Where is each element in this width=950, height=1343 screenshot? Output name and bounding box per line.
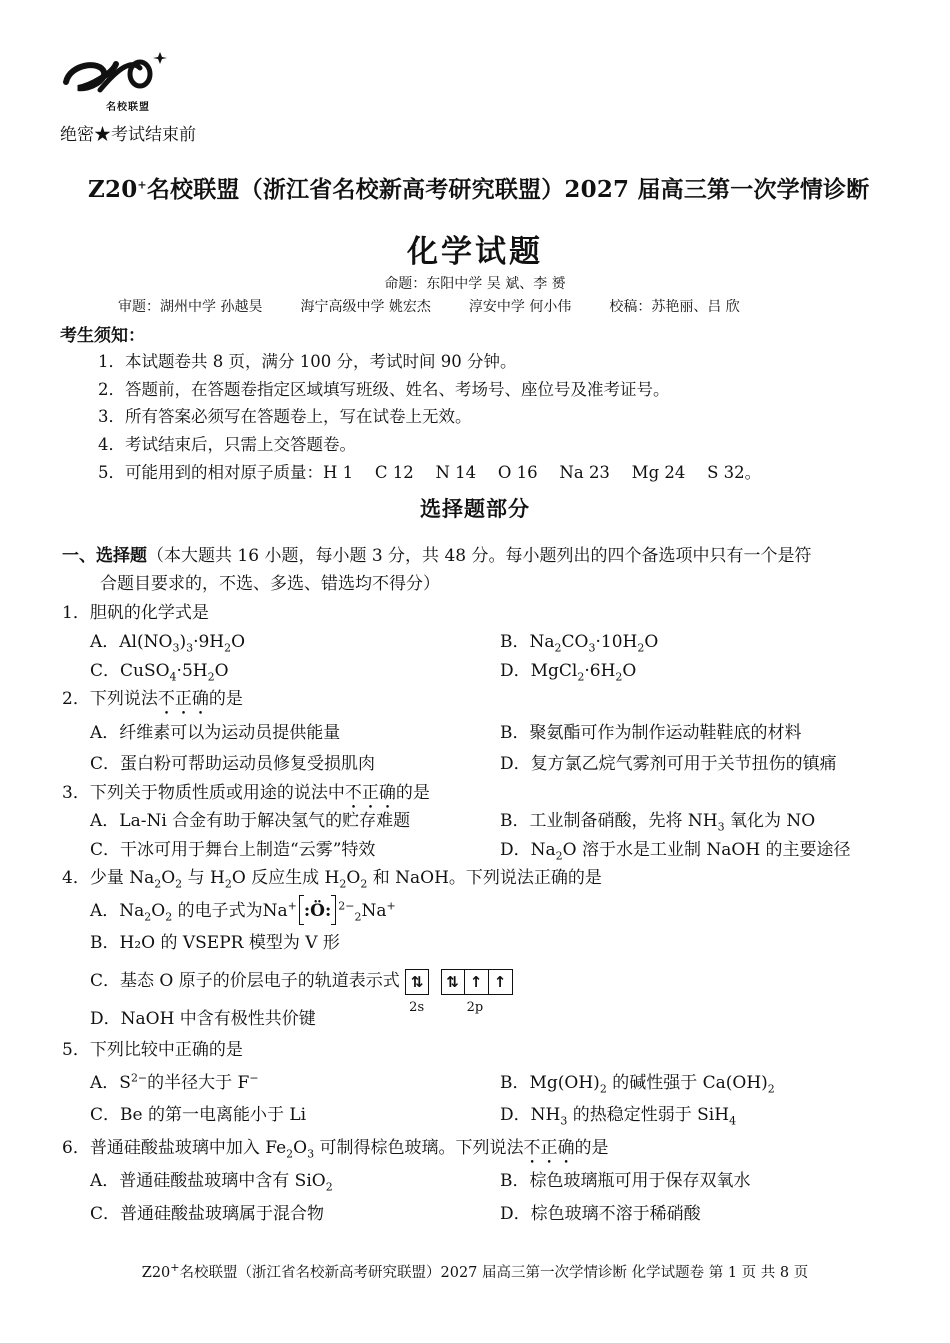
q2-option-d: D．复方氯乙烷气雾剂可用于关节扭伤的镇痛 [500,754,837,774]
q6-option-d: D．棕色玻璃不溶于稀硝酸 [500,1204,701,1224]
part-heading: 一、选择题（本大题共 16 小题，每小题 3 分，共 48 分。每小题列出的四个备选项中只有一个是符 [62,546,812,566]
question-4-stem: 4．少量 $Na_2O_2$ 与 $H_2O$ 反应生成 $H_2O_2$ 和 NaOH。下列说法正确的是 [62,868,602,891]
section-title: 选择题部分 [420,496,530,521]
logo-text: 名校联盟 [106,102,150,113]
question-2-stem: 2．下列说法不正确的是 [62,689,243,709]
question-3-stem: 3．下列关于物质性质或用途的说法中不正确的是 [62,783,430,803]
q4-option-d: D．NaOH 中含有极性共价键 [90,1009,316,1029]
q3-option-c: C．干冰可用于舞台上制造“云雾”特效 [90,840,376,860]
notice-item: 3．所有答案必须写在答题卷上，写在试卷上无效。 [98,407,472,426]
q1-option-d: D．$MgCl_2\cdot 6H_2O$ [500,661,637,684]
exam-title: Z20+名校联盟（浙江省名校新高考研究联盟）2027 届高三第一次学情诊断 [88,176,870,203]
question-1-stem: 1．胆矾的化学式是 [62,603,209,623]
subject-title: 化学试题 [407,234,543,270]
logo [60,46,180,116]
q4-option-c: C．基态 O 原子的价层电子的轨道表示式 ⇅ 2s ⇅ ↑ ↑ 2p [90,966,513,995]
q6-option-a: A．普通硅酸盐玻璃中含有 SiO$_2$ [90,1171,333,1194]
electron-formula: :Ö: [299,901,336,921]
q5-option-d: D．$NH_3$ 的热稳定性弱于 SiH$_4$ [500,1105,737,1128]
q6-option-b: B．棕色玻璃瓶可用于保存双氧水 [500,1171,751,1191]
reviewers-line: 审题：湖州中学 孙越昊 海宁高级中学 姚宏杰 淳安中学 何小伟 校稿：苏艳丽、吕 欣 [118,299,740,315]
question-6-stem: 6．普通硅酸盐玻璃中加入 $Fe_2O_3$ 可制得棕色玻璃。下列说法不正确的是 [62,1138,609,1161]
page-footer: Z20+名校联盟（浙江省名校新高考研究联盟）2027 届高三第一次学情诊断 化学试题卷 第 1 页 共 8 页 [141,1261,809,1281]
secret-label: 绝密★考试结束前 [60,125,196,145]
q2-option-b: B．聚氨酯可作为制作运动鞋鞋底的材料 [500,723,802,743]
notice-item: 4．考试结束后，只需上交答题卷。 [98,435,356,454]
q2-option-c: C．蛋白粉可帮助运动员修复受损肌肉 [90,754,376,774]
q3-option-b: B．工业制备硝酸，先将 $NH_3$ 氧化为 NO [500,811,816,834]
orbital-2s: ⇅ 2s [405,969,429,995]
authors-line: 命题：东阳中学 吴 斌、李 赟 [384,276,566,292]
q1-option-a: A．$Al(NO_3)_3\cdot 9H_2O$ [90,632,246,655]
q1-option-b: B．$Na_2CO_3\cdot 10H_2O$ [500,632,659,655]
q3-option-d: D．$Na_2O$ 溶于水是工业制 NaOH 的主要途径 [500,840,851,863]
notice-item: 2．答题前，在答题卷指定区域填写班级、姓名、考场号、座位号及准考证号。 [98,380,670,399]
notice-heading: 考生须知： [60,326,145,346]
part-heading-cont: 合题目要求的，不选、多选、错选均不得分） [100,574,440,594]
q5-option-b: B．$Mg(OH)_2$ 的碱性强于 $Ca(OH)_2$ [500,1073,775,1096]
q2-option-a: A．纤维素可以为运动员提供能量 [90,723,341,743]
q3-option-a: A．La-Ni 合金有助于解决氢气的贮存难题 [90,811,411,831]
question-5-stem: 5．下列比较中正确的是 [62,1040,243,1060]
notice-item: 1．本试题卷共 8 页，满分 100 分，考试时间 90 分钟。 [98,352,517,371]
notice-item: 5．可能用到的相对原子质量：H 1 C 12 N 14 O 16 Na 23 Mg 24 S 32。 [98,463,762,482]
q4-option-b: B．H₂O 的 VSEPR 模型为 V 形 [90,933,340,953]
q4-option-a: A．$Na_2O_2$ 的电子式为Na+ :Ö: $^{2-}_2$Na+ [90,896,396,921]
q5-option-c: C．Be 的第一电离能小于 Li [90,1105,307,1125]
q5-option-a: A．$S^{2-}$的半径大于 F− [90,1071,259,1093]
orbital-2p: ⇅ ↑ ↑ 2p [441,969,513,995]
q6-option-c: C．普通硅酸盐玻璃属于混合物 [90,1204,325,1224]
q1-option-c: C．$CuSO_4\cdot 5H_2O$ [90,661,229,684]
